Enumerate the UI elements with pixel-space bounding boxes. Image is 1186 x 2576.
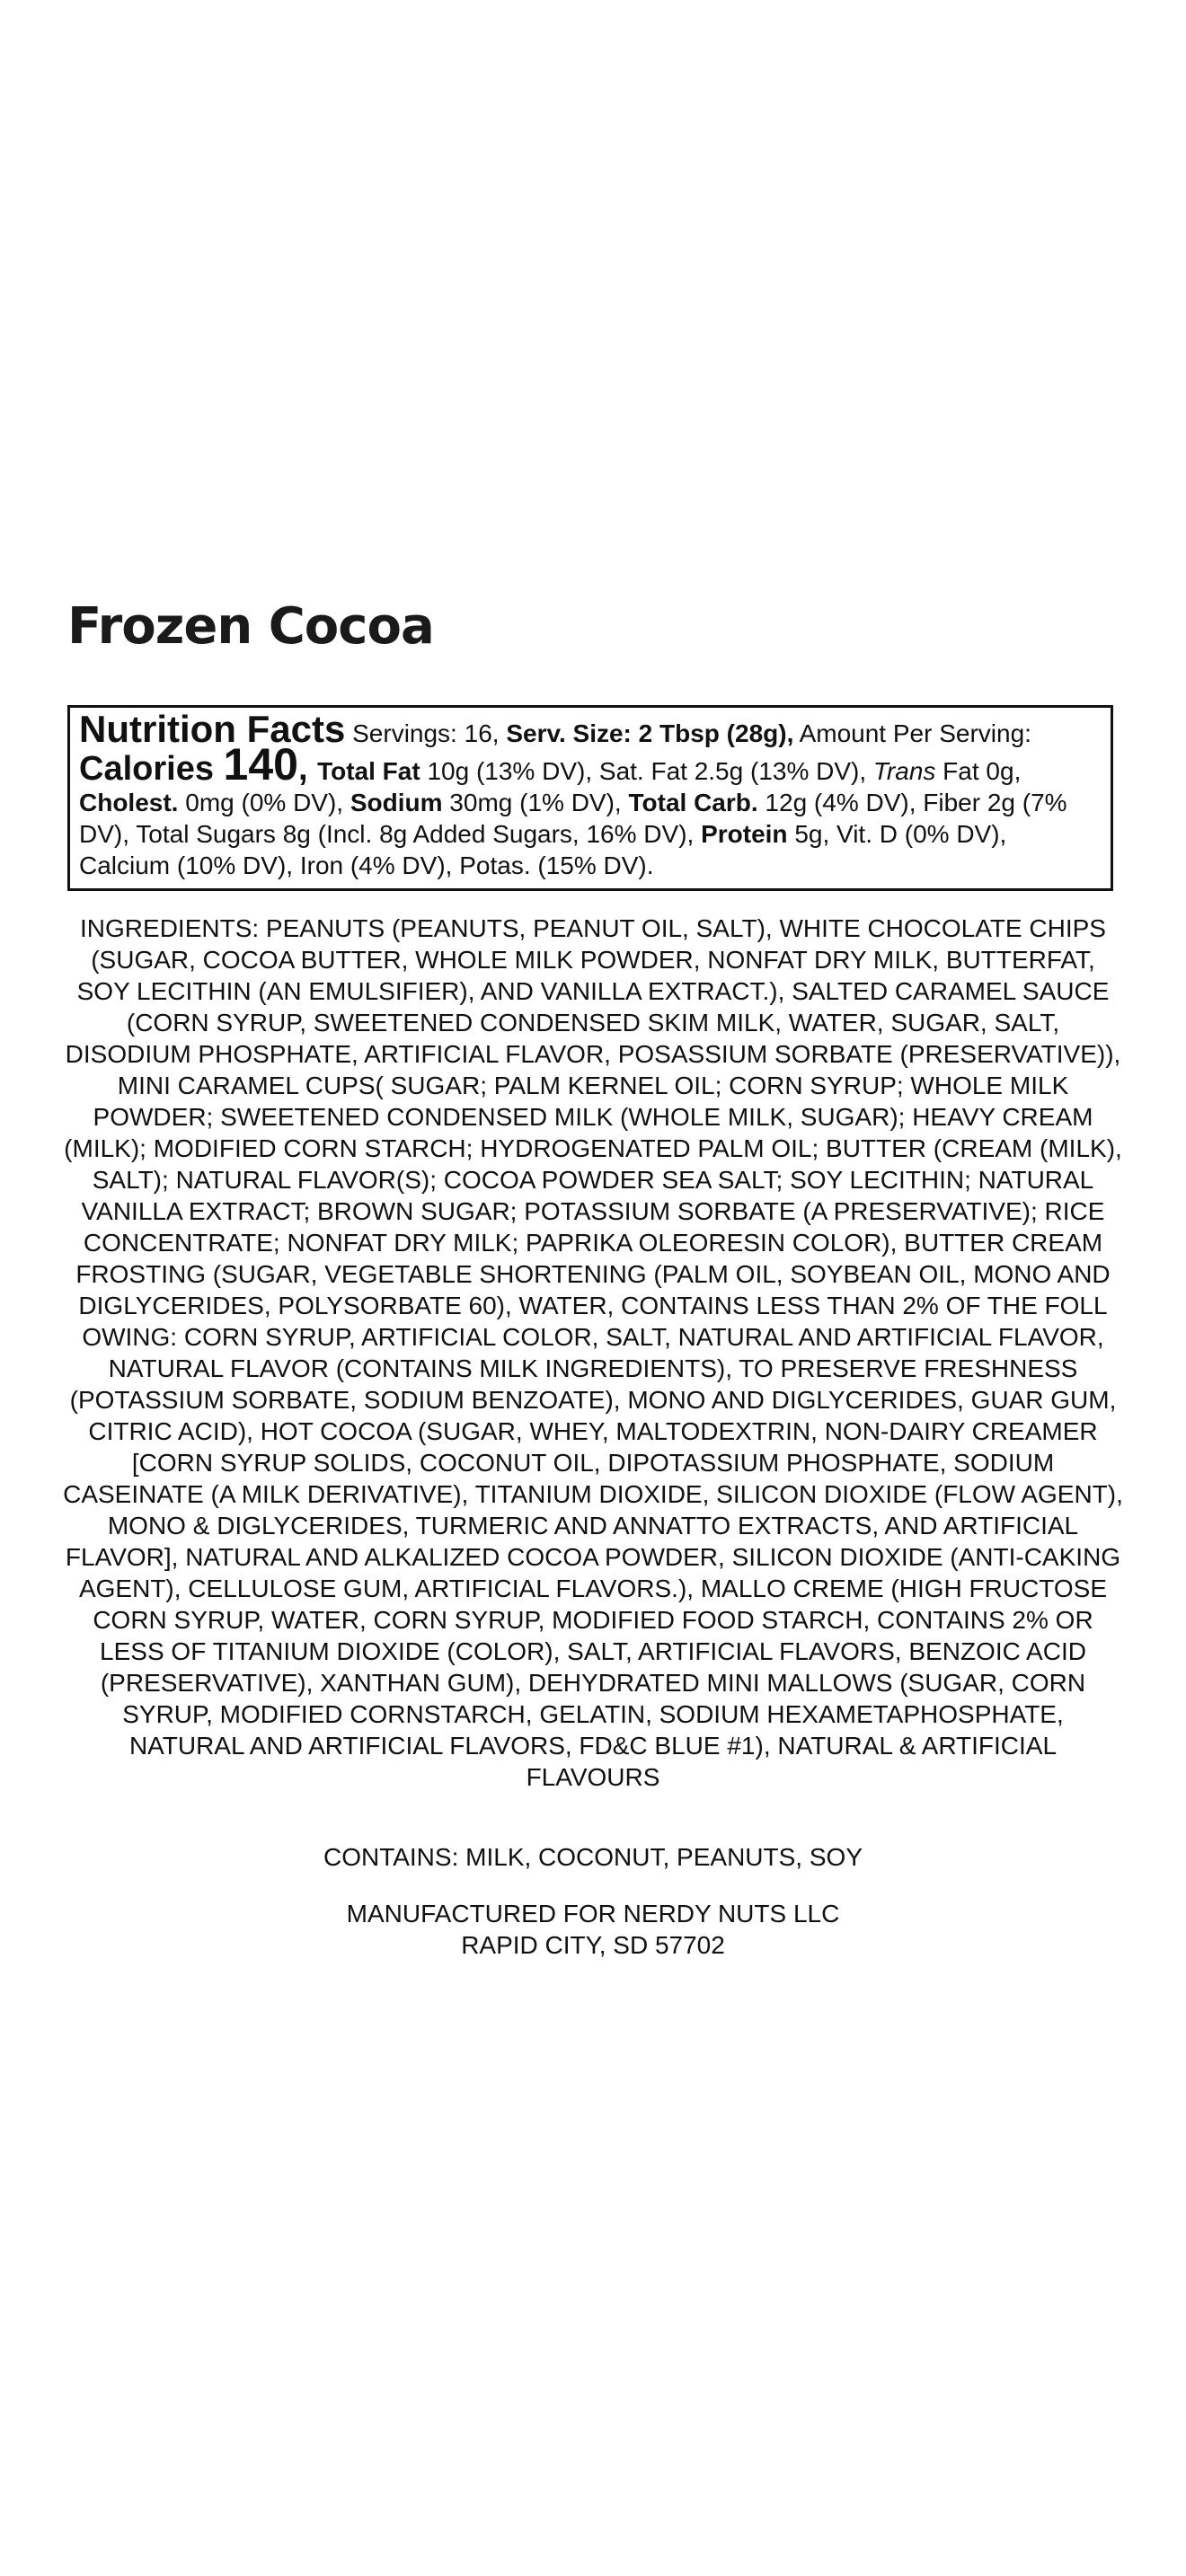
amount-per-serving-text: Amount Per Serving: xyxy=(793,719,1031,747)
manufacturer-address: RAPID CITY, SD 57702 xyxy=(461,1931,725,1959)
manufacturer-info xyxy=(63,1898,1123,1961)
protein-label: Protein xyxy=(701,820,788,848)
ingredients-list: INGREDIENTS: PEANUTS (PEANUTS, PEANUT OIL, SALT), WHITE CHOCOLATE CHIPS (SUGAR, COCOA BUTTER, WHOLE MILK POWDER, NONFAT DRY MILK, BUTTERFAT, SOY LECITHIN (AN EMULSIFIER), AND VANILLA EXTRACT.), SALTED CARAMEL SAUCE (CORN SYRUP, SWEETENED CONDENSED SKIM MILK, WATER, SUGAR, SALT, DISODIUM PHOSPHATE, ARTIFICIAL FLAVOR, POSASSIUM SORBATE (PRESERVATIVE)), MINI CARAMEL CUPS( SUGAR; PALM KERNEL OIL; CORN SYRUP; WHOLE MILK POWDER; SWEETENED CONDENSED MILK (WHOLE MILK, SUGAR); HEAVY CREAM (MILK); MODIFIED CORN STARCH; HYDROGENATED PALM OIL; BUTTER (CREAM (MILK), SALT); NATURAL FLAVOR(S); COCOA POWDER SEA SALT; SOY LECITHIN; NATURAL VANILLA EXTRACT; BROWN SUGAR; POTASSIUM SORBATE (A PRESERVATIVE); RICE CONCENTRATE; NONFAT DRY MILK; PAPRIKA OLEORESIN COLOR), BUTTER CREAM FROSTING (SUGAR, VEGETABLE SHORTENING (PALM OIL, SOYBEAN OIL, MONO AND DIGLYCERIDES, POLYSORBATE 60), WATER, CONTAINS LESS THAN 2% OF THE FOLL OWING: CORN SYRUP, ARTIFICIAL COLOR, SALT, NATURAL AND ARTIFICIAL FLAVOR, NATURAL FLAVOR (CONTAINS MILK INGREDIENTS), TO PRESERVE FRESHNESS (POTASSIUM SORBATE, SODIUM BENZOATE), MONO AND DIGLYCERIDES, GUAR GUM, CITRIC ACID), HOT COCOA (SUGAR, WHEY, MALTODEXTRIN, NON-DAIRY CREAMER [CORN SYRUP SOLIDS, COCONUT OIL, DIPOTASSIUM PHOSPHATE, SODIUM CASEINATE (A MILK DERIVATIVE), TITANIUM DIOXIDE, SILICON DIOXIDE (FLOW AGENT), MONO & DIGLYCERIDES, TURMERIC AND ANNATTO EXTRACTS, AND ARTIFICIAL FLAVOR], NATURAL AND ALKALIZED COCOA POWDER, SILICON DIOXIDE (ANTI-CAKING AGENT), CELLULOSE GUM, ARTIFICIAL FLAVORS.), MALLO CREME (HIGH FRUCTOSE CORN SYRUP, WATER, CORN SYRUP, MODIFIED FOOD STARCH, CONTAINS 2% OR LESS OF TITANIUM DIOXIDE (COLOR), SALT, ARTIFICIAL FLAVORS, BENZOIC ACID (PRESERVATIVE), XANTHAN GUM), DEHYDRATED MINI MALLOWS (SUGAR, CORN SYRUP, MODIFIED CORNSTARCH, GELATIN, SODIUM HEXAMETAPHOSPHATE, NATURAL AND ARTIFICIAL FLAVORS, FD&C BLUE #1), NATURAL & ARTIFICIAL FLAVOURS xyxy=(63,914,1123,1791)
sodium-value: 30mg (1% DV), xyxy=(442,789,629,816)
manufacturer-line: MANUFACTURED FOR NERDY NUTS LLC xyxy=(346,1900,840,1928)
trans-fat-value: Fat 0g, xyxy=(935,757,1022,785)
trans-fat-label: Trans xyxy=(872,757,936,785)
nutrition-facts-panel xyxy=(67,705,1113,891)
protein-value: 5g, Vit. D (0% DV), Calcium (10% DV), Iron (4% DV), Potas. (15% DV). xyxy=(79,820,1007,879)
cholesterol-value: 0mg (0% DV), xyxy=(178,789,350,816)
calories-value: 140 xyxy=(223,739,298,790)
total-carb-value: 12g (4% DV), Fiber 2g (7% DV), Total Sugars 8g (Incl. 8g Added Sugars, 16% DV), xyxy=(79,789,1067,848)
sodium-label: Sodium xyxy=(350,789,443,816)
cholesterol-label: Cholest. xyxy=(79,789,179,816)
allergen-statement: CONTAINS: MILK, COCONUT, PEANUTS, SOY xyxy=(323,1843,863,1871)
calories-label: Calories xyxy=(79,750,224,788)
total-fat-label: Total Fat xyxy=(317,757,420,785)
calories-separator: , xyxy=(297,750,318,788)
servings-text: Servings: 16, xyxy=(345,719,507,747)
product-title: Frozen Cocoa xyxy=(67,597,434,656)
serving-size-text: Serv. Size: 2 Tbsp (28g), xyxy=(506,719,794,747)
total-carb-label: Total Carb. xyxy=(628,789,758,816)
total-fat-value: 10g (13% DV), Sat. Fat 2.5g (13% DV), xyxy=(420,757,873,785)
nutrition-facts-heading: Nutrition Facts xyxy=(79,708,346,750)
